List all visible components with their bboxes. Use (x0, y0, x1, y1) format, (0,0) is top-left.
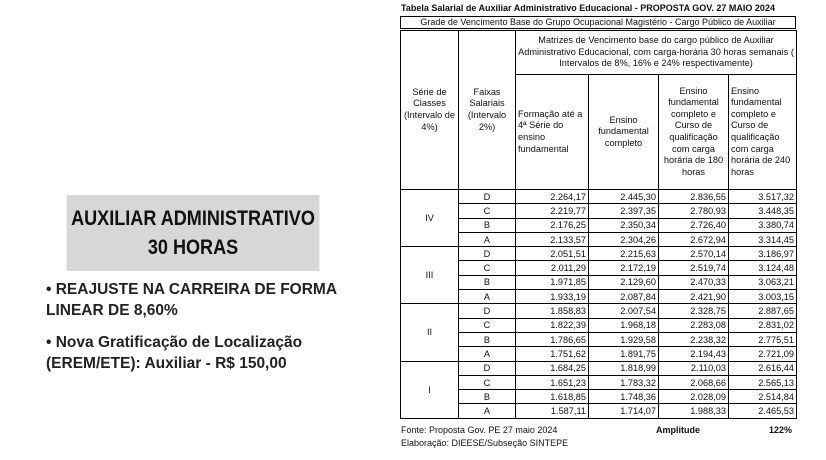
faixa-cell: B (459, 218, 516, 232)
faixa-cell: A (459, 290, 516, 304)
faixa-cell: B (459, 332, 516, 346)
faixa-cell: C (459, 318, 516, 332)
value-cell: 2.780,93 (659, 204, 729, 218)
value-cell: 2.011,29 (516, 261, 589, 275)
value-cell: 2.133,57 (516, 232, 589, 246)
value-cell: 1.748,36 (589, 390, 659, 404)
faixa-cell: A (459, 232, 516, 246)
value-cell: 3.380,74 (729, 218, 797, 232)
value-cell: 3.124,48 (729, 261, 797, 275)
footer-source: Fonte: Proposta Gov. PE 27 maio 2024 (401, 425, 558, 435)
faixa-cell: D (459, 190, 516, 204)
faixa-cell: C (459, 375, 516, 389)
value-cell: 1.929,58 (589, 332, 659, 346)
value-cell: 2.726,40 (659, 218, 729, 232)
value-cell: 1.684,25 (516, 361, 589, 375)
left-panel (0, 0, 380, 460)
value-cell: 1.968,18 (589, 318, 659, 332)
value-cell: 2.570,14 (659, 247, 729, 261)
value-cell: 1.858,83 (516, 304, 589, 318)
sub-col-header: Ensino fundamental completo e Curso de qualificação com carga horária de 240 horas (729, 75, 797, 190)
value-cell: 3.186,97 (729, 247, 797, 261)
title-line-2: 30 HORAS (147, 236, 239, 259)
value-cell: 2.465,53 (729, 404, 797, 418)
table-row (401, 390, 797, 404)
value-cell: 1.651,23 (516, 375, 589, 389)
value-cell: 2.721,09 (729, 347, 797, 361)
table-row (401, 361, 797, 375)
faixa-cell: B (459, 390, 516, 404)
value-cell: 2.219,77 (516, 204, 589, 218)
table-row (401, 290, 797, 304)
value-cell: 3.063,21 (729, 275, 797, 289)
table-row (401, 404, 797, 418)
salary-table-panel (400, 0, 800, 460)
title-box (67, 195, 320, 271)
col-serie-header: Série de Classes (Intervalo de 4%) (401, 31, 459, 190)
value-cell: 2.215,63 (589, 247, 659, 261)
value-cell: 2.304,26 (589, 232, 659, 246)
faixa-cell: A (459, 347, 516, 361)
table-row (401, 375, 797, 389)
table-row (401, 232, 797, 246)
value-cell: 1.786,65 (516, 332, 589, 346)
value-cell: 2.172,19 (589, 261, 659, 275)
value-cell: 2.421,90 (659, 290, 729, 304)
col-faixas-header: Faixas Salariais (Intervalo 2%) (459, 31, 516, 190)
value-cell: 1.971,85 (516, 275, 589, 289)
value-cell: 2.051,51 (516, 247, 589, 261)
table-title: Tabela Salarial de Auxiliar Administrativo Educacional - PROPOSTA GOV. 27 MAIO 2024 (401, 3, 775, 13)
value-cell: 2.087,84 (589, 290, 659, 304)
serie-cell: IV (401, 190, 459, 247)
value-cell: 1.587,11 (516, 404, 589, 418)
value-cell: 1.714,07 (589, 404, 659, 418)
footer-amplitude-value: 122% (768, 425, 792, 435)
value-cell: 1.783,32 (589, 375, 659, 389)
salary-table (400, 30, 797, 419)
value-cell: 2.470,33 (659, 275, 729, 289)
value-cell: 2.028,09 (659, 390, 729, 404)
value-cell: 2.397,35 (589, 204, 659, 218)
sub-col-header: Ensino fundamental completo (589, 75, 659, 190)
table-row (401, 332, 797, 346)
faixa-cell: A (459, 404, 516, 418)
value-cell: 1.933,19 (516, 290, 589, 304)
value-cell: 2.238,32 (659, 332, 729, 346)
value-cell: 2.350,34 (589, 218, 659, 232)
table-body (401, 190, 797, 419)
value-cell: 1.818,99 (589, 361, 659, 375)
value-cell: 2.836,55 (659, 190, 729, 204)
footer-amplitude-label: Amplitude (656, 425, 700, 435)
value-cell: 3.003,15 (729, 290, 797, 304)
sub-col-header: Ensino fundamental completo e Curso de qualificação com carga horária de 180 horas (659, 75, 729, 190)
value-cell: 2.264,17 (516, 190, 589, 204)
faixa-cell: C (459, 261, 516, 275)
sub-col-header: Formação até a 4ª Série do ensino fundamental (516, 75, 589, 190)
bullet-gratificacao: • Nova Gratificação de Localização (EREM/ETE): Auxiliar - R$ 150,00 (46, 334, 303, 372)
value-cell: 1.891,75 (589, 347, 659, 361)
table-row (401, 318, 797, 332)
title-line-1: AUXILIAR ADMINISTRATIVO (71, 207, 315, 230)
value-cell: 2.328,75 (659, 304, 729, 318)
value-cell: 3.314,45 (729, 232, 797, 246)
value-cell: 1.751,62 (516, 347, 589, 361)
value-cell: 3.448,35 (729, 204, 797, 218)
footer-row (400, 425, 796, 437)
value-cell: 2.194,43 (659, 347, 729, 361)
faixa-cell: C (459, 204, 516, 218)
value-cell: 2.831,02 (729, 318, 797, 332)
value-cell: 1.618,85 (516, 390, 589, 404)
bullet-reajuste: • REAJUSTE NA CARREIRA DE FORMA LINEAR DE 8,60% (46, 281, 337, 319)
serie-cell: II (401, 304, 459, 361)
table-row (401, 218, 797, 232)
serie-cell: I (401, 361, 459, 418)
value-cell: 2.672,94 (659, 232, 729, 246)
value-cell: 2.445,30 (589, 190, 659, 204)
table-row (401, 304, 797, 318)
table-row (401, 275, 797, 289)
faixa-cell: D (459, 361, 516, 375)
serie-cell: III (401, 247, 459, 304)
value-cell: 2.616,44 (729, 361, 797, 375)
table-row (401, 261, 797, 275)
value-cell: 1.822,39 (516, 318, 589, 332)
faixa-cell: D (459, 304, 516, 318)
value-cell: 3.517,32 (729, 190, 797, 204)
value-cell: 2.110,03 (659, 361, 729, 375)
value-cell: 2.068,66 (659, 375, 729, 389)
value-cell: 2.887,65 (729, 304, 797, 318)
table-row (401, 347, 797, 361)
faixa-cell: D (459, 247, 516, 261)
table-row (401, 247, 797, 261)
value-cell: 2.519,74 (659, 261, 729, 275)
value-cell: 2.283,08 (659, 318, 729, 332)
value-cell: 2.775,51 (729, 332, 797, 346)
footer-elaboration: Elaboração: DIEESE/Subseção SINTEPE (401, 438, 569, 448)
table-row (401, 190, 797, 204)
value-cell: 1.988,33 (659, 404, 729, 418)
value-cell: 2.129,60 (589, 275, 659, 289)
faixa-cell: B (459, 275, 516, 289)
value-cell: 2.176,25 (516, 218, 589, 232)
table-row (401, 204, 797, 218)
value-cell: 2.514,84 (729, 390, 797, 404)
grade-header: Grade de Vencimento Base do Grupo Ocupacional Magistério - Cargo Público de Auxiliar (400, 16, 796, 29)
col-matrizes-header: Matrizes de Vencimento base do cargo público de Auxiliar Administrativo Educacional, com carga-horária 30 horas semanais ( Intervalos de 8%, 16% e 24% respectivamente) (516, 31, 797, 75)
value-cell: 2.007,54 (589, 304, 659, 318)
value-cell: 2.565,13 (729, 375, 797, 389)
